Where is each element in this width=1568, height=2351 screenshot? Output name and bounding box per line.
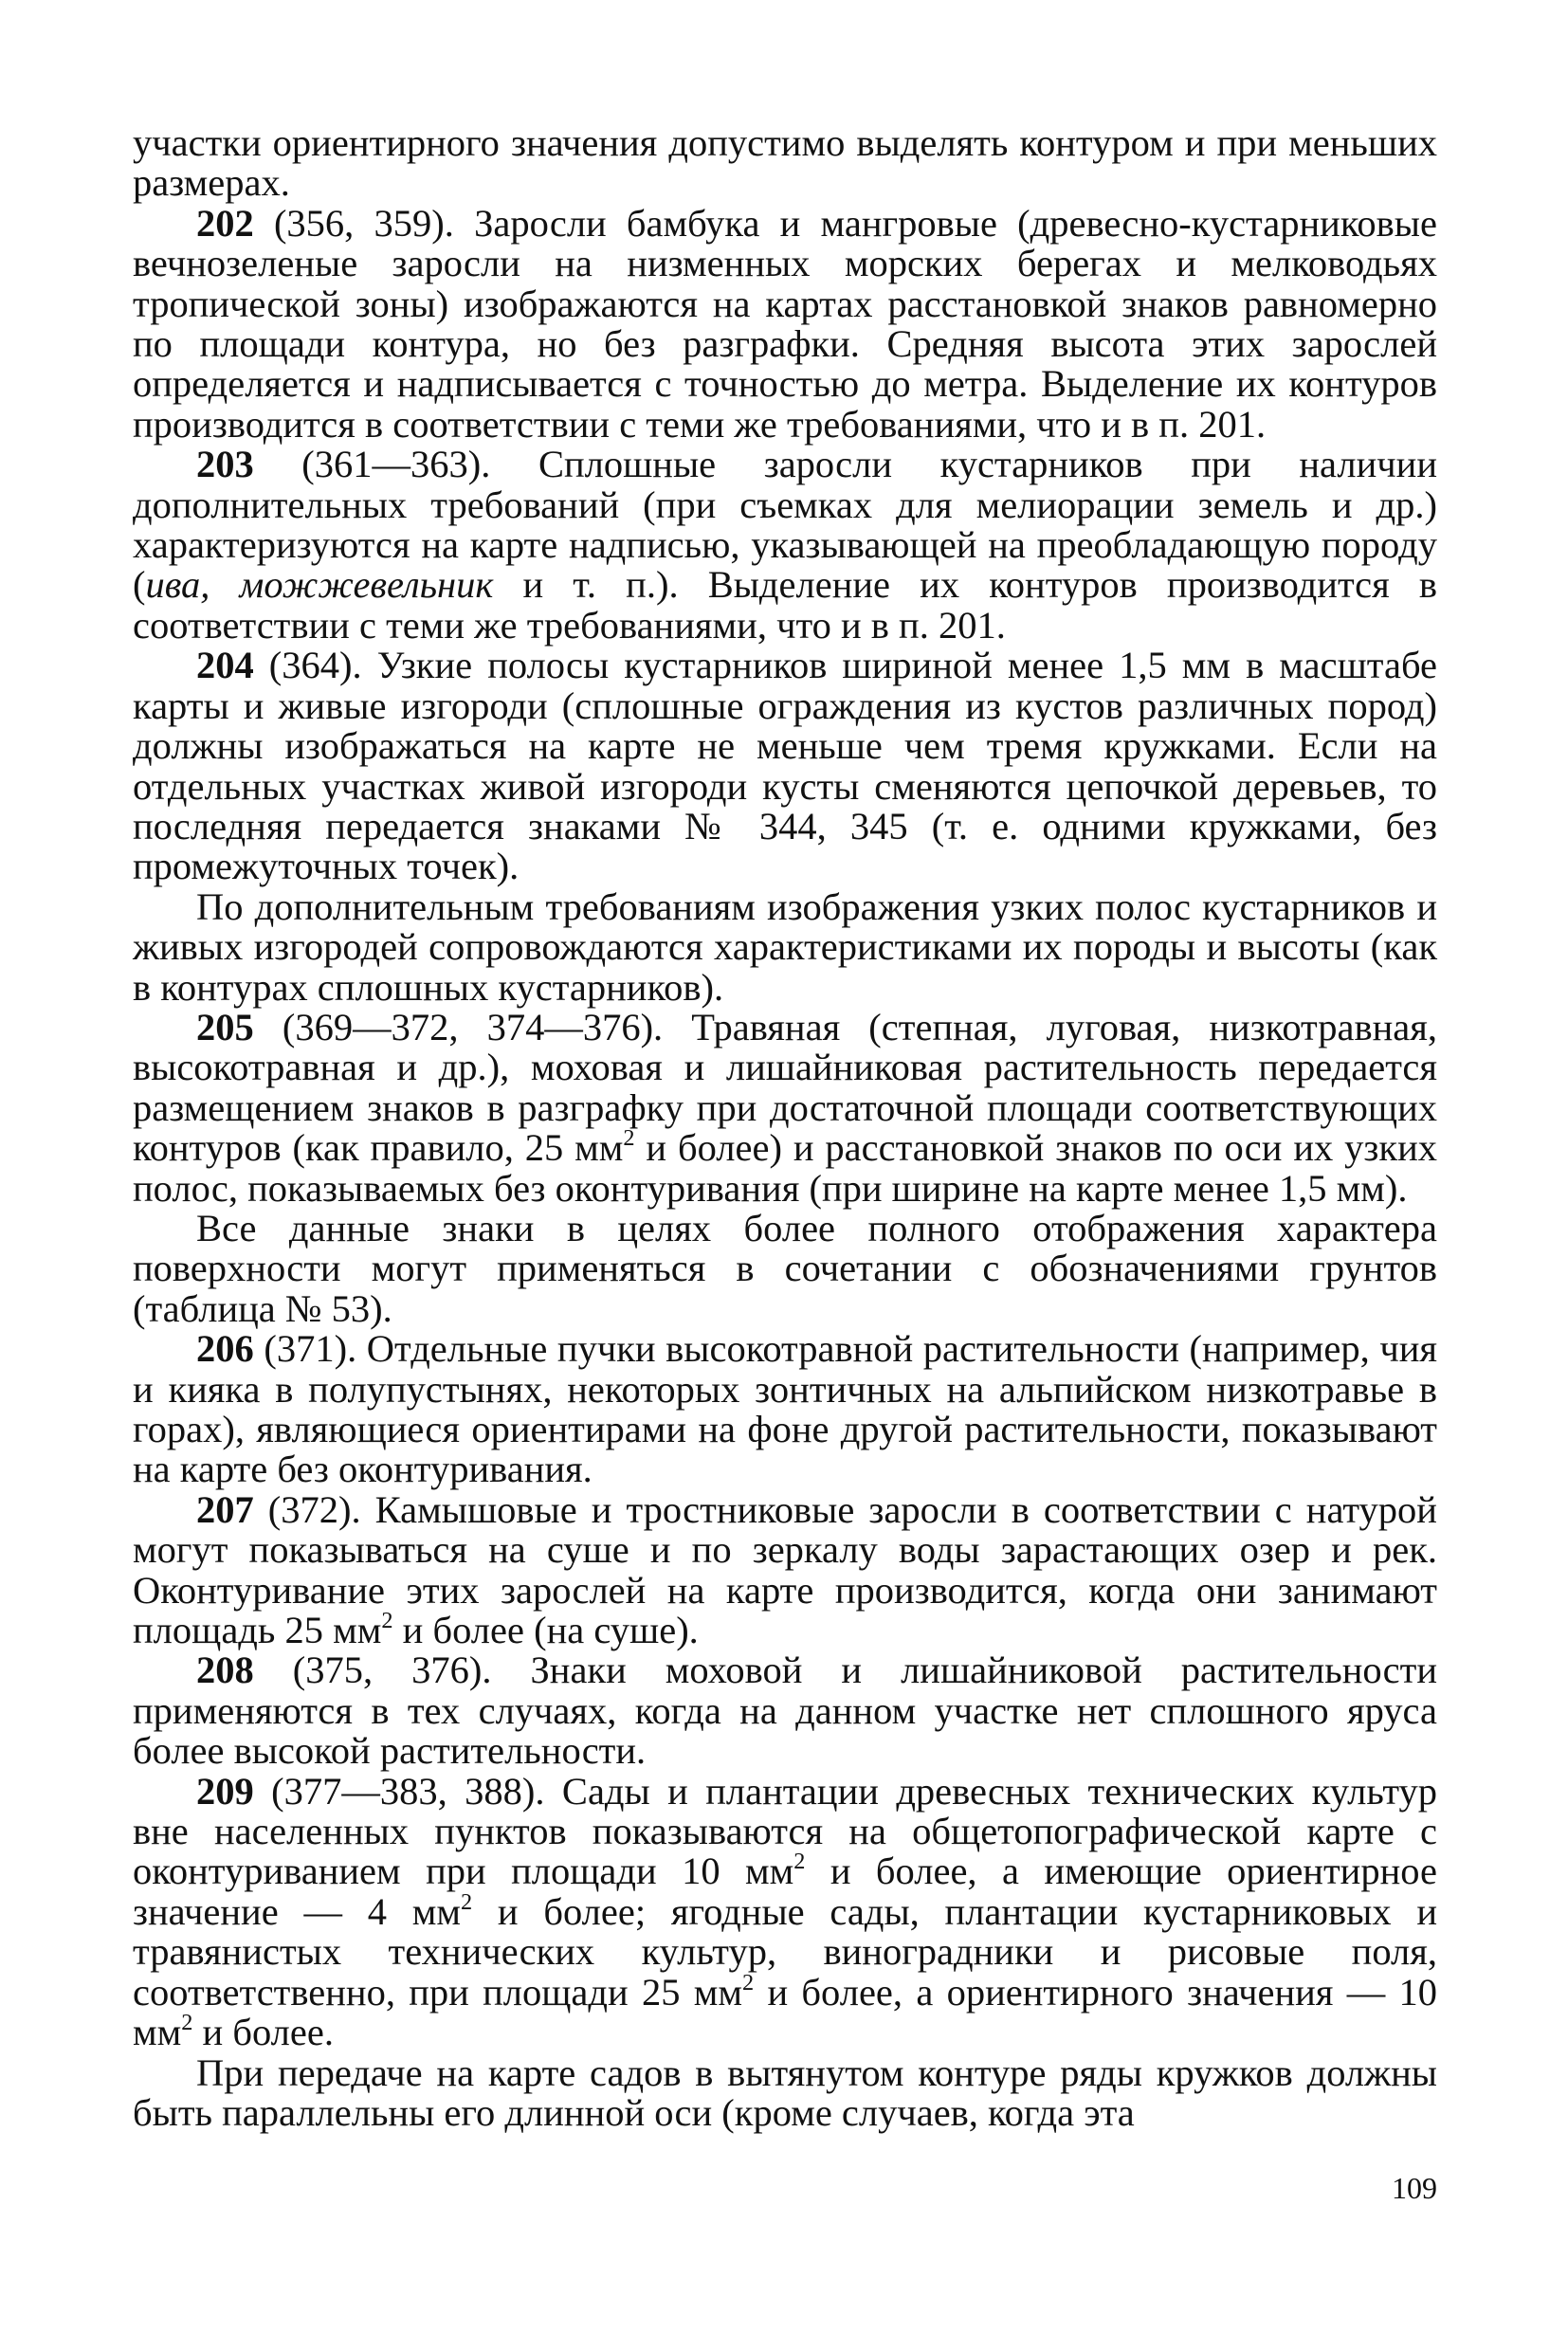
paragraph-text: Все данные знаки в целях более полного отображения характера поверхности могут применяться в сочетании с обозначениями грунтов (таблица № 53). xyxy=(133,1206,1437,1330)
paragraph-text: и т. п.). Выделение их контуров производится в соответствии с теми же требованиями, что и в п. 201. xyxy=(133,563,1437,647)
paragraph-text: и более, а имеющие ориентирное значение — 4 мм xyxy=(133,1850,1437,1933)
paragraph-p208 xyxy=(133,1650,1437,1771)
paragraph-text: (361—363). Сплошные заросли кустарников при наличии дополнительных требований (при съемках для мелиорации земель и др.) характеризуются на карте надписью, указывающей на преобладающую породу ( xyxy=(133,443,1437,607)
paragraph-text: участки ориентирного значения допустимо выделять контуром и при меньших размерах. xyxy=(133,121,1437,205)
paragraph-number: 208 xyxy=(196,1649,254,1692)
superscript: 2 xyxy=(623,1125,635,1152)
paragraph-number: 206 xyxy=(196,1327,254,1371)
paragraph-text: (371). Отдельные пучки высокотравной растительности (например, чия и кияка в полупустынях, некоторых зонтичных на альпийском низкотравье в горах), являющиеся ориентирами на фоне другой растительности, показывают на карте без оконтуривания. xyxy=(133,1327,1437,1491)
paragraph-p209 xyxy=(133,1769,1438,2054)
paragraph-number: 205 xyxy=(196,1005,254,1048)
superscript: 2 xyxy=(793,1849,806,1875)
page-number: 109 xyxy=(1392,2171,1437,2205)
paragraph-text: и более) и расстановкой знаков по оси их узких полос, показываемых без оконтуривания (при ширине на карте менее 1,5 мм). xyxy=(133,1126,1437,1210)
paragraph-p205b xyxy=(133,1206,1437,1330)
paragraph-text: и более; ягодные сады, плантации кустарниковых и травянистых технических культур, виноградники и рисовые поля, соответственно, при площади 25 мм xyxy=(133,1889,1438,2014)
paragraph-text: При передаче на карте садов в вытянутом контуре ряды кружков должны быть параллельны его длинной оси (кроме случаев, когда эта xyxy=(133,2050,1437,2134)
paragraph-p206 xyxy=(133,1329,1437,1490)
paragraph-text: (372). Камышовые и тростниковые заросли в соответствии с натурой могут показываться на суше и по зеркалу воды зарастающих озер и рек. Оконтуривание этих зарослей на карте производится, когда они занимают площадь 25 мм xyxy=(133,1487,1437,1652)
paragraph-text: (375, 376). Знаки моховой и лишайниковой растительности применяются в тех случаях, когда на данном участке нет сплошного яруса более высокой растительности. xyxy=(133,1649,1437,1773)
paragraph-p0 xyxy=(133,123,1437,204)
paragraph-p204b xyxy=(133,884,1437,1009)
paragraph-p202 xyxy=(133,201,1437,446)
page-body xyxy=(133,123,1437,2133)
paragraph-text: По дополнительным требованиям изображения узких полос кустарников и живых изгородей сопровождаются характеристиками их породы и высоты (как в контурах сплошных кустарников). xyxy=(133,884,1437,1009)
paragraph-number: 207 xyxy=(196,1487,254,1531)
paragraph-text: и более (на суше). xyxy=(392,1609,699,1652)
superscript: 2 xyxy=(461,1889,473,1916)
paragraph-text: (377—383, 388). Сады и плантации древесных технических культур вне населенных пунктов показываются на общетопографической карте с оконтуриванием при площади 10 мм xyxy=(133,1769,1437,1893)
paragraph-text: (369—372, 374—376). Травяная (степная, луговая, низкотравная, высокотравная и др.), моховая и лишайниковая растительность передается размещением знаков в разграфку при достаточной площади соответствующих контуров (как правило, 25 мм xyxy=(133,1005,1437,1170)
superscript: 2 xyxy=(181,2010,193,2036)
paragraph-p204 xyxy=(133,646,1437,886)
paragraph-p207 xyxy=(133,1487,1437,1652)
paragraph-text: (356, 359). Заросли бамбука и мангровые (древесно-кустарниковые вечнозеленые заросли на низменных морских берегах и мелководьях тропической зоны) изображаются на картах расстановкой знаков равномерно по площади контура, но без разграфки. Средняя высота этих зарослей определяется и надписывается с точностью до метра. Выделение их контуров производится в соответствии с теми же требованиями, что и в п. 201. xyxy=(133,201,1437,446)
paragraph-p209b xyxy=(133,2050,1437,2134)
superscript: 2 xyxy=(381,1608,393,1634)
paragraph-text: и более. xyxy=(192,2011,334,2054)
paragraph-number: 204 xyxy=(196,644,254,687)
paragraph-number: 203 xyxy=(196,443,254,486)
italic-text: ива, можжевельник xyxy=(145,563,494,607)
paragraph-p205 xyxy=(133,1005,1437,1210)
paragraph-number: 209 xyxy=(196,1769,254,1813)
paragraph-text: (364). Узкие полосы кустарников шириной менее 1,5 мм в масштабе карты и живые изгороди (сплошные ограждения из кустов различных пород) должны изображаться на карте не меньше чем тремя кружками. Если на отдельных участках живой изгороди кусты сменяются цепочкой деревьев, то последняя передается знаками № 344, 345 (т. е. одними кружками, без промежуточных точек). xyxy=(133,644,1437,888)
paragraph-number: 202 xyxy=(196,201,254,245)
paragraph-p203 xyxy=(133,445,1437,646)
paragraph-text: и более, а ориентирного значения — 10 мм xyxy=(133,1970,1437,2054)
superscript: 2 xyxy=(742,1969,755,1996)
